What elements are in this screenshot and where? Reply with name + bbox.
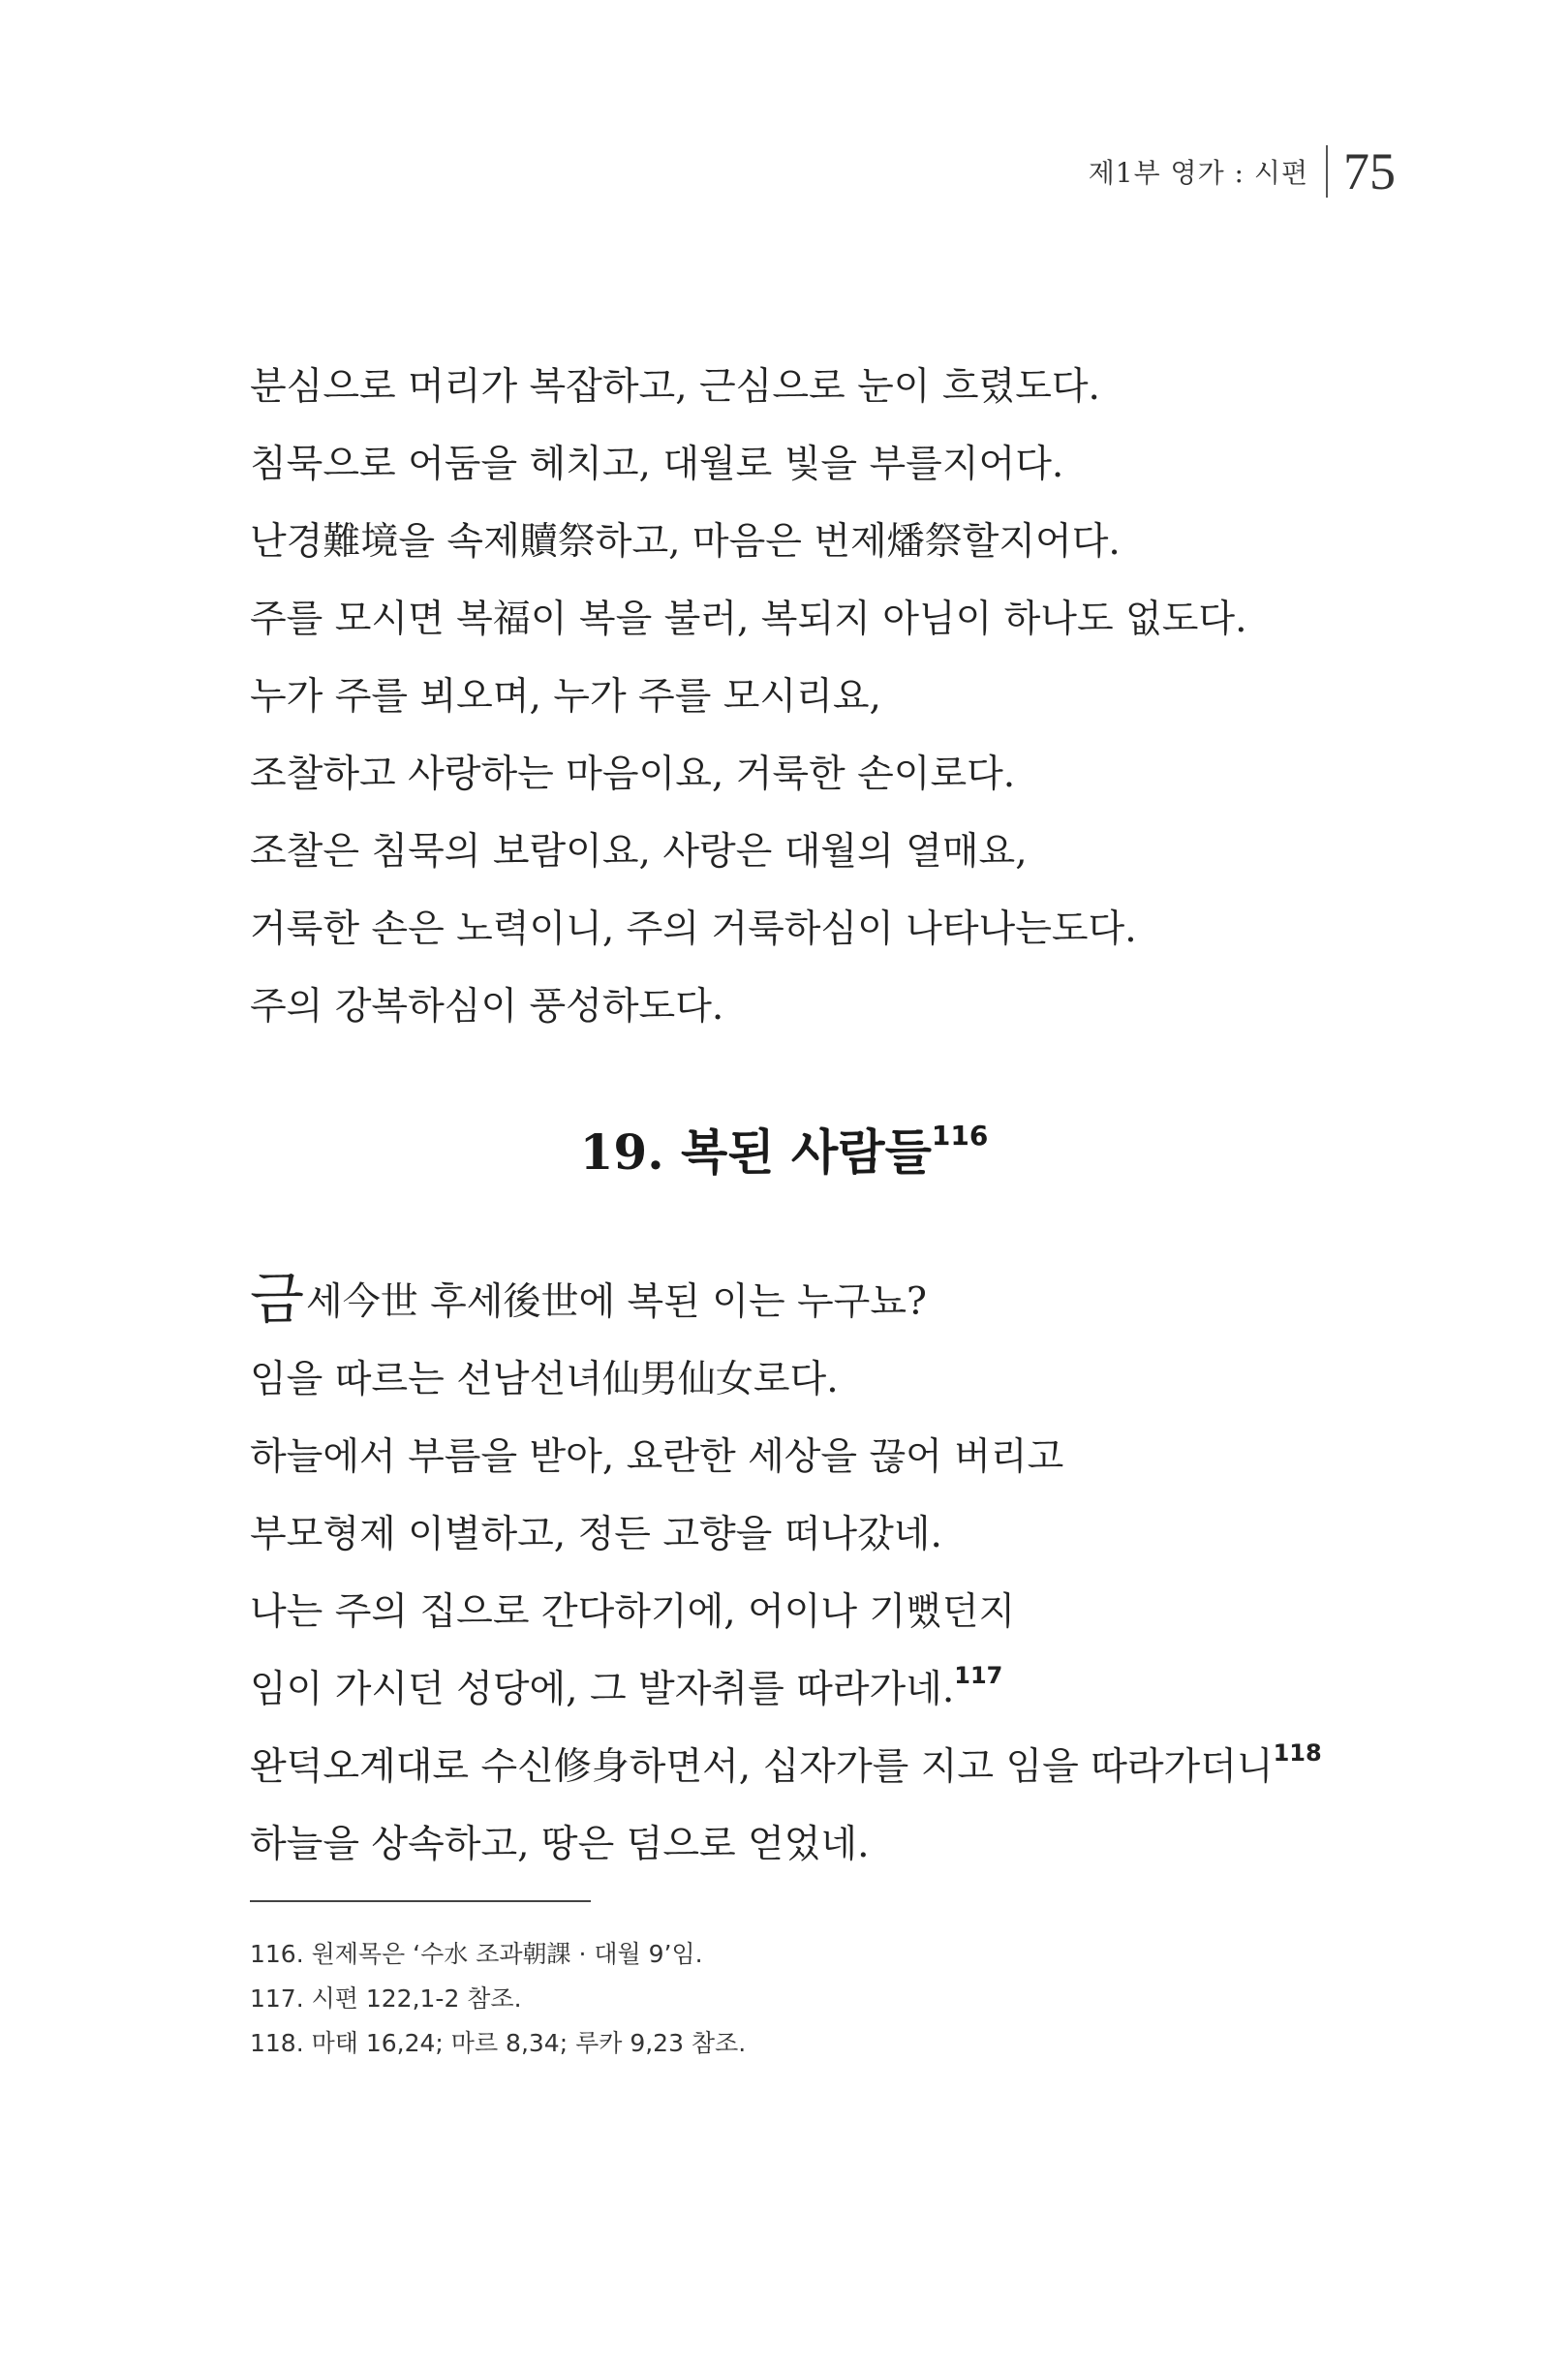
poem-line bbox=[250, 1651, 1322, 1729]
verse-line: 주를 모시면 복福이 복을 불러, 복되지 아님이 하나도 없도다. bbox=[250, 598, 1247, 641]
poem-line: 임을 따르는 선남선녀仙男仙女로다. bbox=[250, 1358, 839, 1401]
section-title-text: 19. 복된 사람들 bbox=[579, 1123, 932, 1181]
poem-line-text: 임이 가시던 성당에, 그 발자취를 따라가네. bbox=[250, 1668, 955, 1711]
verse-line: 누가 주를 뵈오며, 누가 주를 모시리요, bbox=[250, 675, 881, 719]
poem-line-text: 세今世 후세後世에 복된 이는 누구뇨? bbox=[306, 1280, 927, 1324]
poem-line: 하늘을 상속하고, 땅은 덤으로 얻었네. bbox=[250, 1823, 870, 1866]
verse-block-continued bbox=[250, 349, 1246, 1046]
verse-line: 조찰은 침묵의 보람이요, 사랑은 대월의 열매요, bbox=[250, 830, 1028, 874]
running-title: 제1부 영가 : 시편 bbox=[1088, 157, 1308, 189]
page-number: 75 bbox=[1343, 142, 1396, 200]
verse-line: 난경難境을 속제贖祭하고, 마음은 번제燔祭할지어다. bbox=[250, 520, 1121, 564]
drop-cap: 금 bbox=[250, 1266, 305, 1332]
poem-line: 부모형제 이별하고, 정든 고향을 떠나갔네. bbox=[250, 1513, 942, 1556]
footnote: 118. 마태 16,24; 마르 8,34; 루카 9,23 참조. bbox=[250, 2029, 747, 2057]
poem-line bbox=[250, 1729, 1322, 1806]
footnote-ref[interactable]: 117 bbox=[954, 1661, 1003, 1689]
footnote: 117. 시편 122,1-2 참조. bbox=[250, 1984, 522, 2013]
poem-line bbox=[250, 1264, 1322, 1341]
footnote-ref[interactable]: 118 bbox=[1273, 1738, 1322, 1767]
verse-line: 분심으로 머리가 복잡하고, 근심으로 눈이 흐렸도다. bbox=[250, 365, 1100, 409]
verse-line: 주의 강복하심이 풍성하도다. bbox=[250, 985, 724, 1029]
header-divider bbox=[1326, 145, 1328, 198]
footnote: 116. 원제목은 ‘수水 조과朝課 · 대월 9’임. bbox=[250, 1940, 703, 1968]
verse-line: 침묵으로 어둠을 헤치고, 대월로 빛을 부를지어다. bbox=[250, 443, 1064, 486]
verse-line: 거룩한 손은 노력이니, 주의 거룩하심이 나타나는도다. bbox=[250, 907, 1137, 951]
poem-line: 하늘에서 부름을 받아, 요란한 세상을 끊어 버리고 bbox=[250, 1435, 1064, 1479]
poem-line-text: 완덕오계대로 수신修身하면서, 십자가를 지고 임을 따라가더니 bbox=[250, 1745, 1274, 1789]
footnote-divider bbox=[250, 1900, 591, 1902]
running-header bbox=[1088, 142, 1396, 200]
poem-block bbox=[250, 1264, 1322, 1884]
section-title bbox=[0, 1114, 1568, 1184]
footnote-ref[interactable]: 116 bbox=[931, 1119, 989, 1152]
verse-line: 조찰하고 사랑하는 마음이요, 거룩한 손이로다. bbox=[250, 753, 1016, 796]
footnotes bbox=[250, 1932, 746, 2066]
poem-line: 나는 주의 집으로 간다하기에, 어이나 기뻤던지 bbox=[250, 1590, 1016, 1634]
